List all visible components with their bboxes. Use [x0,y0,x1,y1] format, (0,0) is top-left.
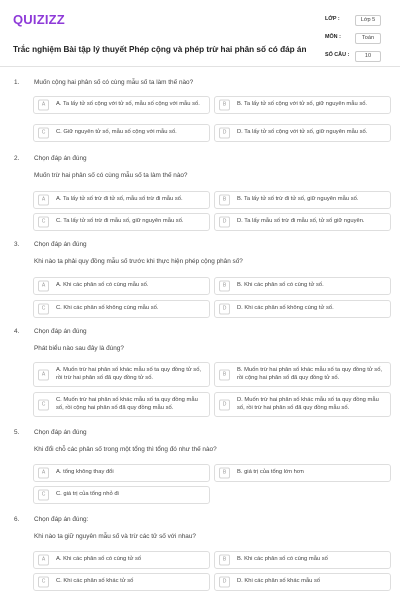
option-letter: C [38,489,49,500]
option-c[interactable] [33,573,210,591]
option-c[interactable] [33,486,210,504]
option-letter: A [38,280,49,291]
meta-row-subject [325,30,387,48]
question-text: Khi nào ta phải quy đồng mẫu số trước khi thực hiện phép cộng phân số? [34,258,243,265]
option-c[interactable] [33,392,210,417]
option-letter: B [219,99,230,110]
meta-value-count: 10 [355,51,381,62]
option-text: A. Muốn trừ hai phân số khác mẫu số ta quy đồng tử số, rồi trừ hai phân số đã quy đồng tử số. [56,367,202,381]
option-text: C. Giữ nguyên tử số, mẫu số cộng với mẫu số. [56,129,177,135]
meta-panel [325,12,387,66]
option-a[interactable] [33,277,210,295]
option-letter: C [38,216,49,227]
option-b[interactable] [214,96,391,114]
option-letter: A [38,467,49,478]
option-d[interactable] [214,213,391,231]
option-letter: C [38,399,49,410]
option-b[interactable] [214,277,391,295]
question-number: 2. [14,155,20,162]
meta-value-subject: Toán [355,33,381,44]
option-text: A. Khi các phân số có cùng tử số [56,556,142,562]
meta-row-class [325,12,387,30]
meta-label: SỐ CÂU : [325,52,350,58]
option-d[interactable] [214,300,391,318]
option-text: D. Khi các phân số khác mẫu số [237,578,321,584]
header [13,12,387,64]
option-text: B. Khi các phân số có cùng tử số. [237,282,324,288]
option-d[interactable] [214,392,391,417]
option-text: B. Ta lấy tử số trừ đi tử số, giữ nguyên mẫu số. [237,196,359,202]
option-letter: D [219,399,230,410]
question-number: 4. [14,328,20,335]
question-prompt: Chọn đáp án đúng [34,328,87,335]
option-c[interactable] [33,124,210,142]
question-number: 3. [14,241,20,248]
option-text: B. Ta lấy tử số cộng với tử số, giữ nguyên mẫu số. [237,101,368,107]
meta-value-class: Lớp 5 [355,15,381,26]
option-text: B. Muốn trừ hai phân số khác mẫu số ta quy đồng tử số, rồi cộng hai phân số đã quy đồng tử số. [237,367,383,381]
header-divider [0,66,400,67]
option-text: C. Khi các phân số khác tử số [56,578,134,584]
option-letter: C [38,127,49,138]
option-letter: D [219,303,230,314]
option-text: C. Muốn trừ hai phân số khác mẫu số ta quy đồng mẫu số, rồi cộng hai phân số đã quy đồng mẫu số. [56,397,198,411]
question-number: 5. [14,429,20,436]
question-number: 1. [14,79,20,86]
option-text: A. Ta lấy tử số trừ đi tử số, mẫu số trừ đi mẫu số. [56,196,183,202]
option-text: D. Muốn trừ hai phân số khác mẫu số ta quy đồng mẫu số, rồi trừ hai phân số đã quy đồng mẫu số. [237,397,379,411]
page-title: Trắc nghiệm Bài tập lý thuyết Phép cộng và phép trừ hai phân số có đáp án [13,45,307,54]
option-b[interactable] [214,191,391,209]
question-prompt: Chọn đáp án đúng [34,241,87,248]
question-text: Phát biểu nào sau đây là đúng? [34,345,124,352]
option-b[interactable] [214,464,391,482]
option-letter: B [219,194,230,205]
option-b[interactable] [214,551,391,569]
option-d[interactable] [214,124,391,142]
question-text: Khi nào ta giữ nguyên mẫu số và trừ các tử số với nhau? [34,533,196,540]
option-a[interactable] [33,464,210,482]
option-letter: A [38,369,49,380]
quizizz-logo: QUIZIZZ [13,12,65,27]
option-text: C. Khi các phân số không cùng mẫu số. [56,305,159,311]
option-letter: B [219,369,230,380]
option-letter: D [219,576,230,587]
option-letter: B [219,280,230,291]
meta-label: LỚP : [325,16,340,22]
option-letter: C [38,576,49,587]
option-a[interactable] [33,96,210,114]
option-text: D. Khi các phân số không cùng tử số. [237,305,334,311]
option-letter: B [219,467,230,478]
option-c[interactable] [33,300,210,318]
meta-label: MÔN : [325,34,341,40]
question-prompt: Muốn cộng hai phân số có cùng mẫu số ta làm thế nào? [34,79,194,86]
question-prompt: Chọn đáp án đúng: [34,516,89,523]
option-letter: A [38,194,49,205]
option-letter: C [38,303,49,314]
option-text: A. Khi các phân số có cùng mẫu số. [56,282,149,288]
option-d[interactable] [214,573,391,591]
option-b[interactable] [214,362,391,387]
option-c[interactable] [33,213,210,231]
question-prompt: Chọn đáp án đúng [34,155,87,162]
option-letter: D [219,127,230,138]
option-text: C. giá trị của tổng nhỏ đi [56,491,119,497]
option-a[interactable] [33,551,210,569]
meta-row-count [325,48,387,66]
option-text: D. Ta lấy mẫu số trừ đi mẫu số, tử số giữ nguyên. [237,218,365,224]
option-text: D. Ta lấy tử số cộng với tử số, giữ nguyên mẫu số. [237,129,368,135]
option-letter: A [38,99,49,110]
option-text: B. giá trị của tổng lớn hơn [237,469,304,475]
option-text: B. Khi các phân số có cùng mẫu số [237,556,328,562]
option-text: A. Ta lấy tử số cộng với tử số, mẫu số cộng với mẫu số. [56,101,200,107]
option-letter: B [219,554,230,565]
option-letter: A [38,554,49,565]
option-letter: D [219,216,230,227]
question-text: Muốn trừ hai phân số có cùng mẫu số ta làm thế nào? [34,172,188,179]
option-text: C. Ta lấy tử số trừ đi mẫu số, giữ nguyên mẫu số. [56,218,184,224]
option-a[interactable] [33,362,210,387]
question-number: 6. [14,516,20,523]
question-prompt: Chọn đáp án đúng [34,429,87,436]
question-text: Khi đổi chỗ các phân số trong một tổng thì tổng đó như thế nào? [34,446,217,453]
option-text: A. tổng không thay đổi [56,469,114,475]
option-a[interactable] [33,191,210,209]
